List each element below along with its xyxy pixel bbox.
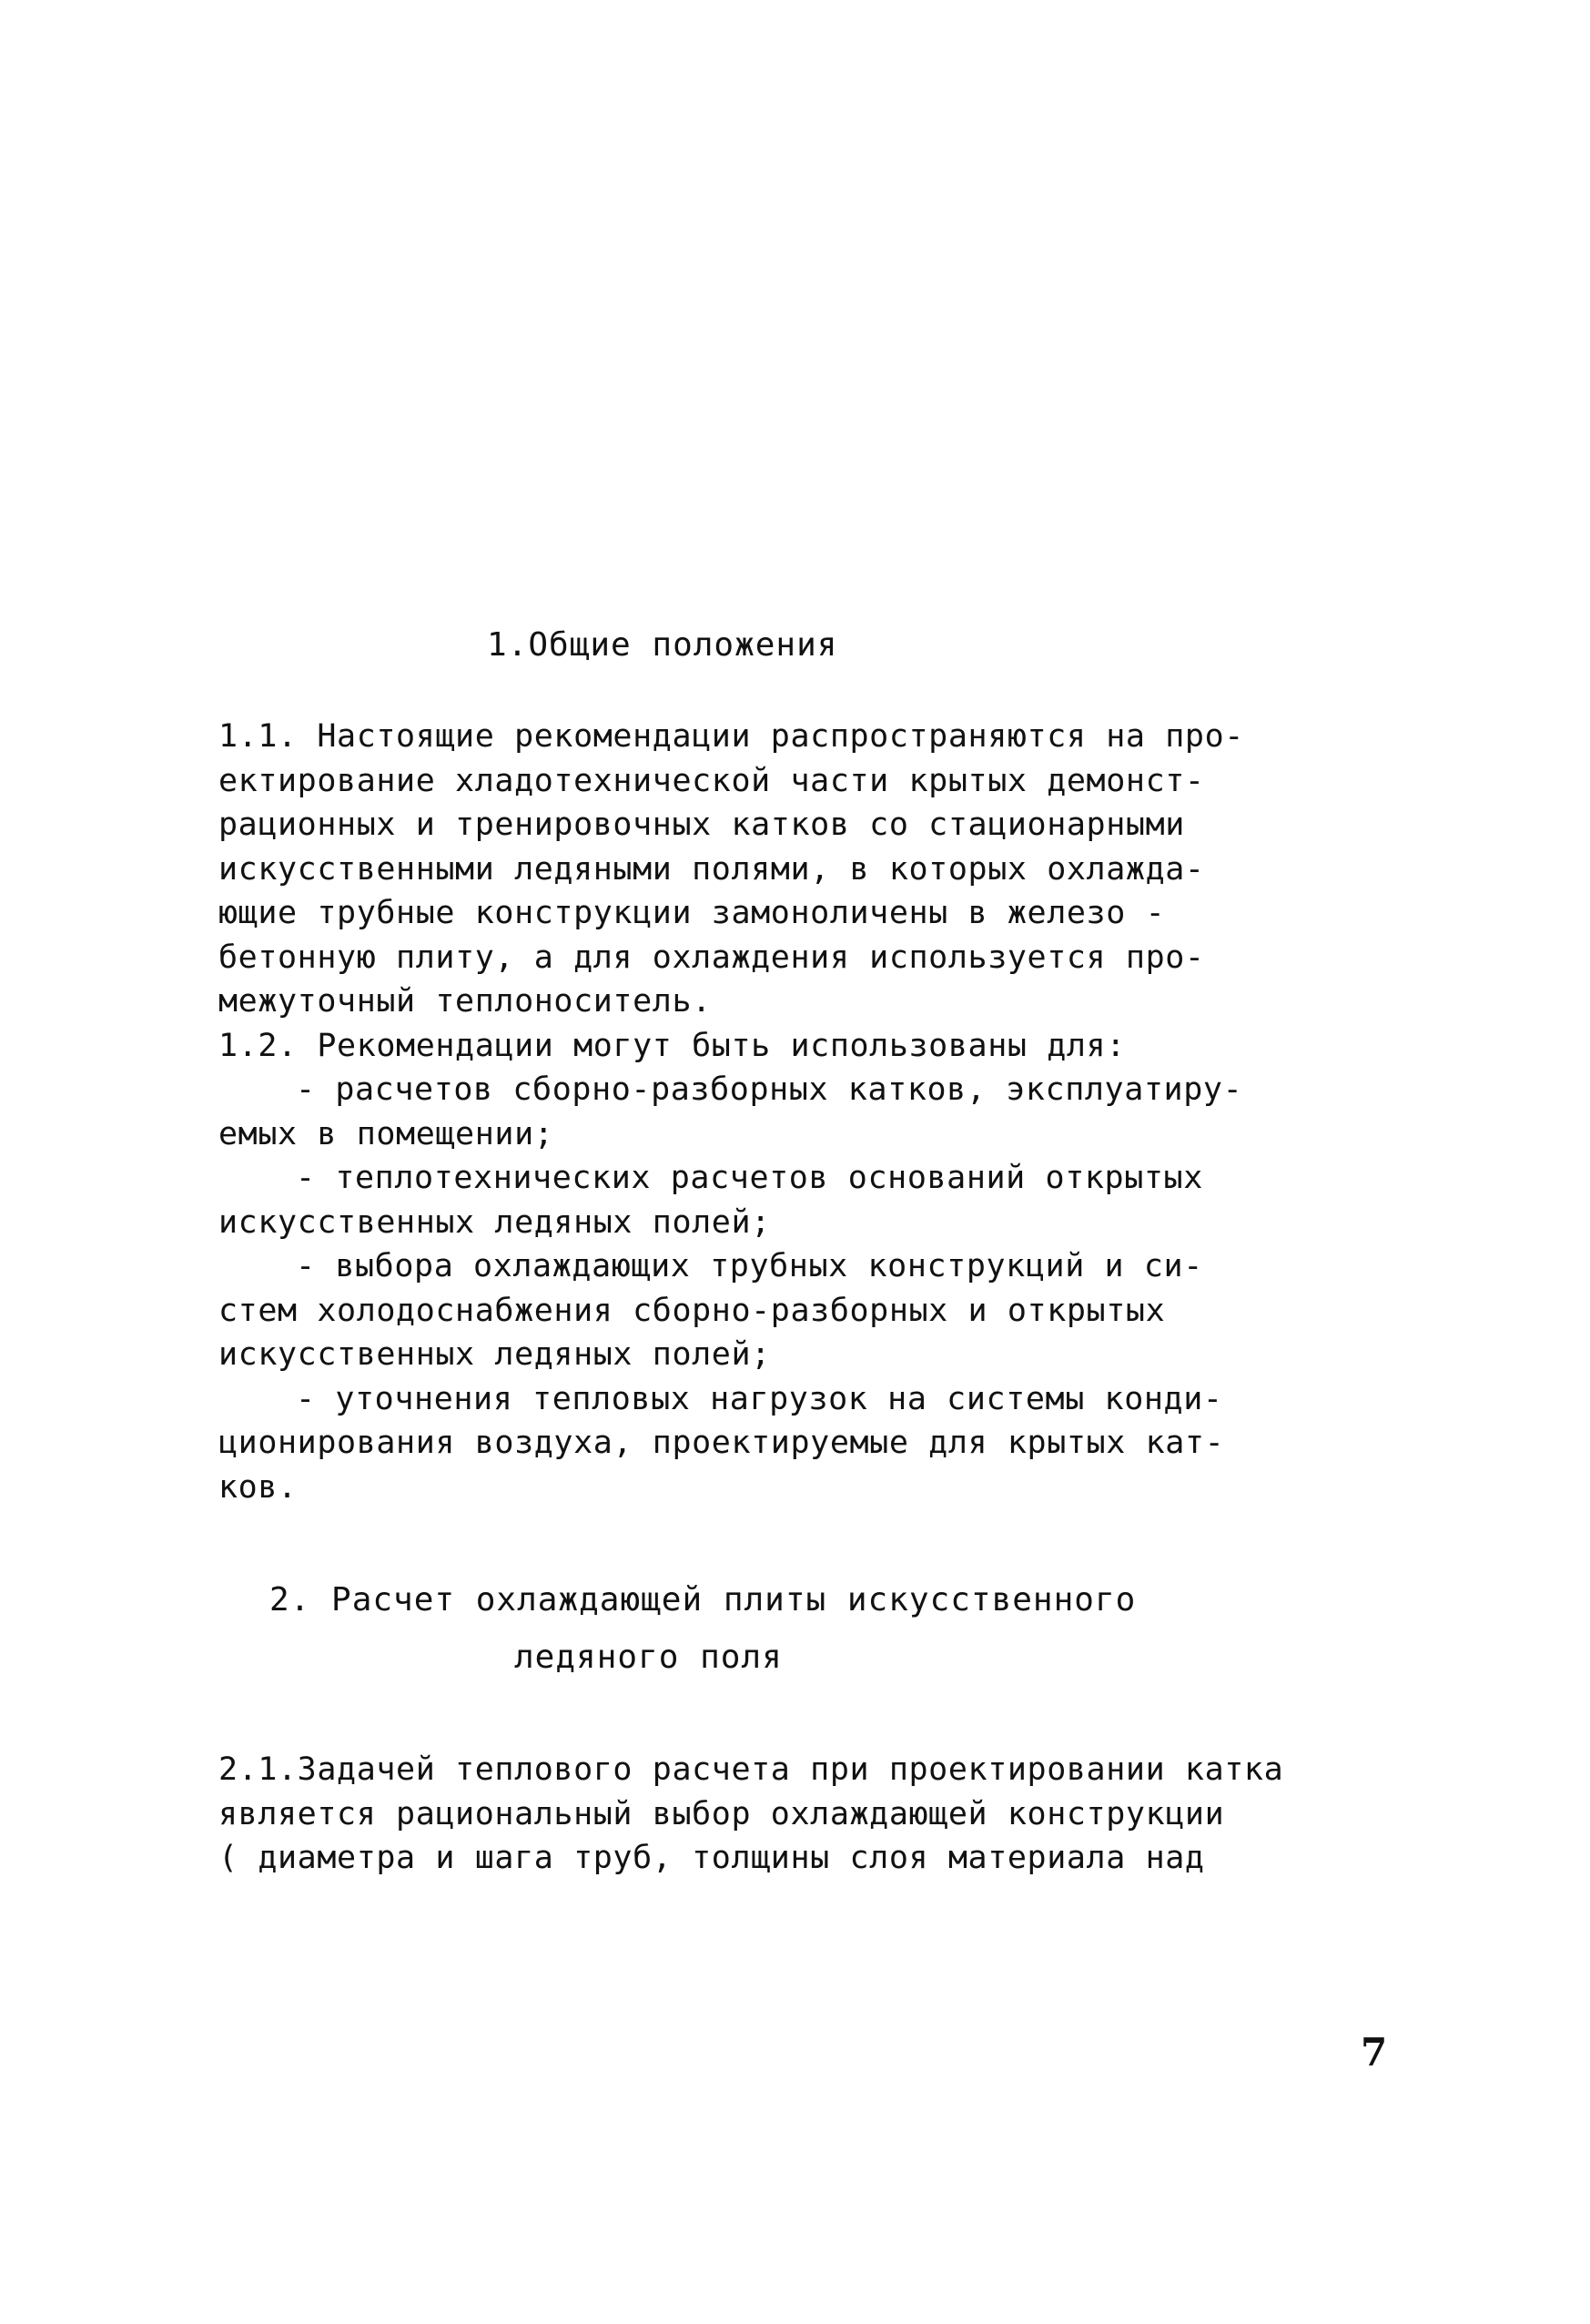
section-2-body <box>218 1748 1420 1881</box>
list-item-line: ционирования воздуха, проектируемые для крытых кат- <box>218 1425 1225 1461</box>
paragraph-line: 2.1.Задачей теплового расчета при проектировании катка <box>218 1751 1284 1788</box>
paragraph-line: искусственными ледяными полями, в которых охлажда- <box>218 850 1205 888</box>
paragraph-line: ющие трубные конструкции замоноличены в железо - <box>218 895 1166 931</box>
list-item-line: - расчетов сборно-разборных катков, эксплуатиру- <box>296 1071 1243 1108</box>
section-1-body <box>218 715 1420 1509</box>
section-2-heading-line-1: 2. Расчет охлаждающей плиты искусственного <box>269 1581 1137 1619</box>
list-item-line: стем холодоснабжения сборно-разборных и открытых <box>218 1292 1166 1329</box>
section-2-heading-line-2: ледяного поля <box>514 1639 783 1676</box>
paragraph-line: межуточный теплоноситель. <box>218 983 712 1020</box>
paragraph-line: является рациональный выбор охлаждающей конструкции <box>218 1795 1225 1832</box>
list-item-line: - теплотехнических расчетов оснований открытых <box>296 1160 1203 1196</box>
paragraph-line: рационных и тренировочных катков со стационарными <box>218 807 1185 843</box>
page-number: 7 <box>1361 2030 1388 2075</box>
paragraph-line: бетонную плиту, а для охлаждения используется про- <box>218 939 1205 976</box>
section-1-heading: 1.Общие положения <box>487 626 838 664</box>
paragraph-line: 1.2. Рекомендации могут быть использованы для: <box>218 1027 1126 1064</box>
paragraph-line: ектирование хладотехнической части крытых демонст- <box>218 762 1205 799</box>
list-item-line: - уточнения тепловых нагрузок на системы конди- <box>296 1380 1223 1417</box>
list-item-line: искусственных ледяных полей; <box>218 1203 771 1241</box>
paragraph-line: 1.1. Настоящие рекомендации распространяются на про- <box>218 718 1244 755</box>
list-item-line: искусственных ледяных полей; <box>218 1336 771 1373</box>
paragraph-line: ( диаметра и шага труб, толщины слоя материала над <box>218 1840 1205 1876</box>
list-item-line: - выбора охлаждающих трубных конструкций и си- <box>296 1248 1203 1284</box>
list-item-line: емых в помещении; <box>218 1115 554 1152</box>
list-item-line: ков. <box>218 1468 298 1506</box>
